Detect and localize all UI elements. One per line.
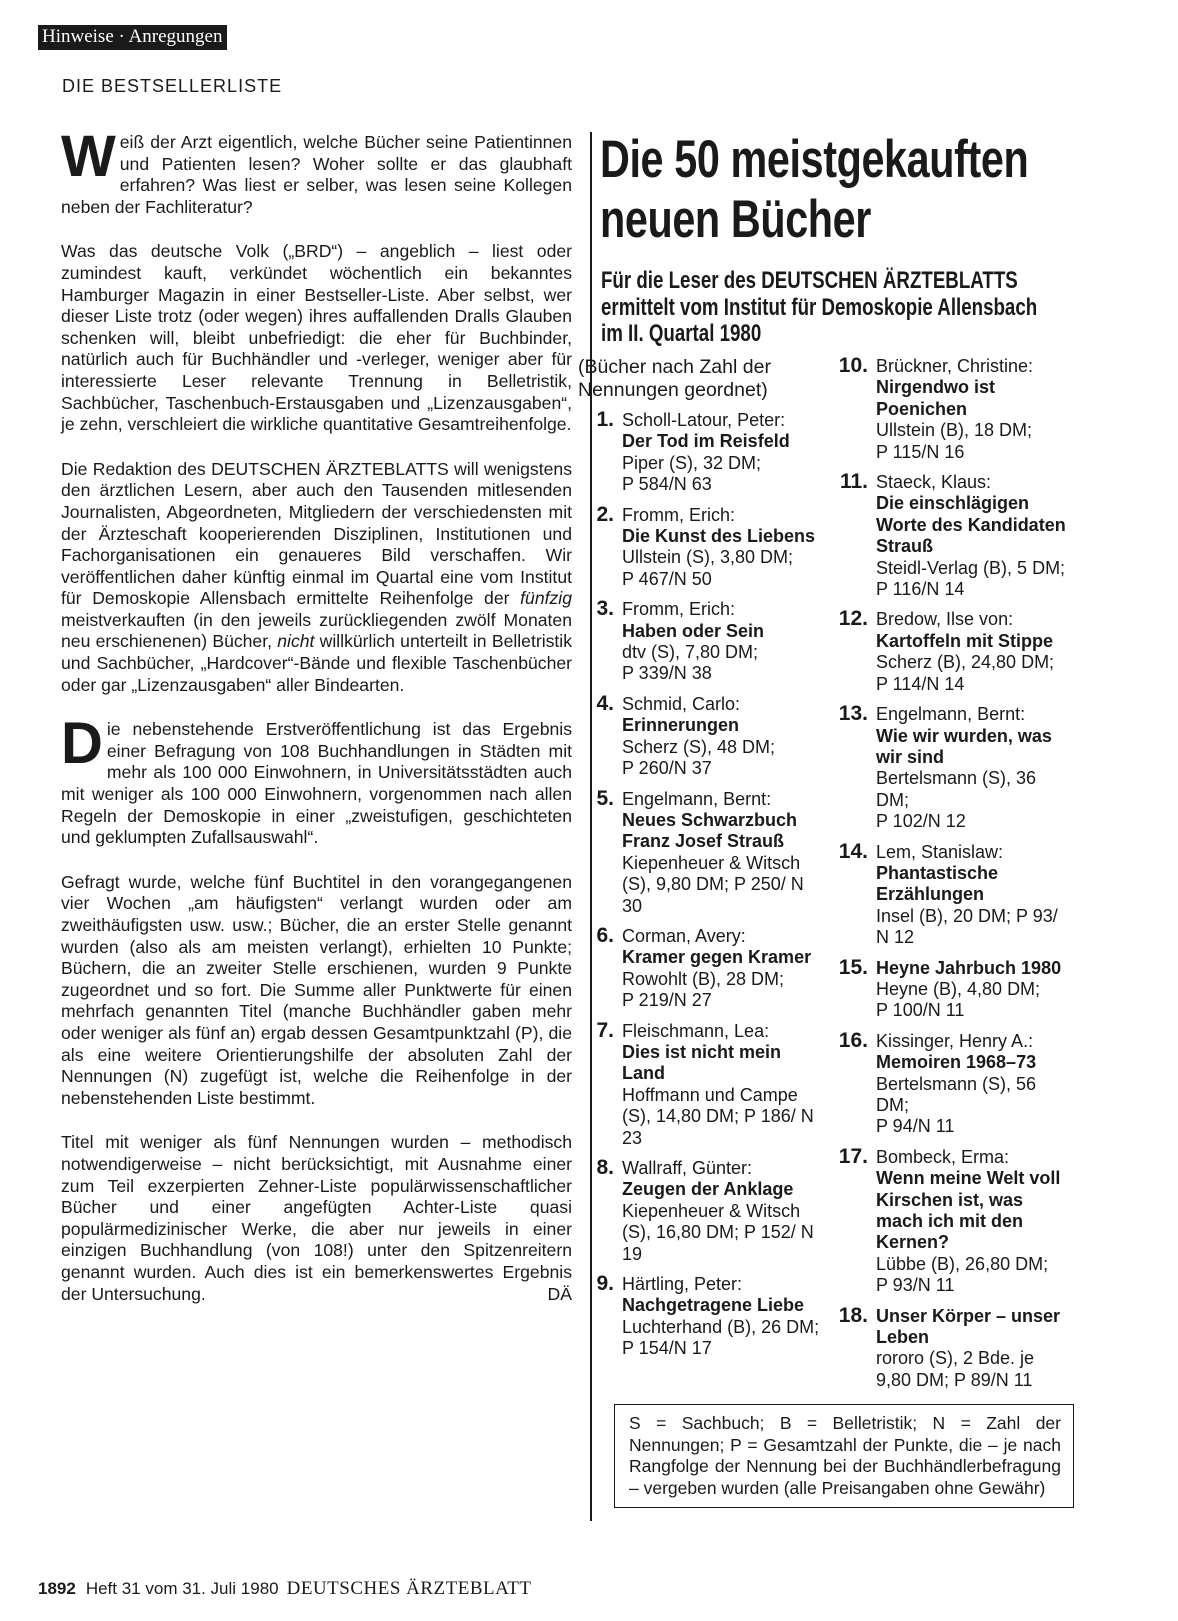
book-title: Haben oder Sein: [622, 620, 765, 641]
section-title: DIE BESTSELLERLISTE: [62, 76, 283, 96]
subheadline: [601, 268, 1100, 348]
book-author: Bombeck, Erma:: [876, 1146, 1010, 1167]
intro-paragraph-5: Gefragt wurde, welche fünf Buchtitel in den vorangegangenen vier Wochen „am häufigsten“ verlangt wurden oder am zweithäufigsten usw. usw.; Bücher, die an erster Stelle genannt wurden (also als am meisten verlangt), erhielten 10 Punkte; Büchern, die an zweiter Stelle erschienen, wurden 9 Punkte zugeordnet und so fort. Die Summe aller Punktwerte für einen mehrfach genannten Titel (manche Buchhändler gaben mehr oder weniger als fünf an) ergab dessen Gesamtpunktzahl (P), die als eine weitere Orientierungshilfe der absoluten Zahl der Nennungen (N) zugefügt ist, welche die Reihenfolge in der nebenstehenden Liste bestimmt.: [61, 871, 572, 1108]
book-points: P 114/N 14: [876, 673, 965, 694]
book-author: Härtling, Peter:: [622, 1274, 743, 1295]
book-entry: [832, 472, 1072, 600]
book-title: Wie wir wurden, was wir sind: [876, 725, 1052, 767]
dropcap: W: [61, 124, 116, 189]
intro-paragraph-6: [61, 1132, 572, 1305]
book-author: Brückner, Christine:: [876, 356, 1034, 376]
book-entry: [578, 1158, 820, 1265]
book-publisher-price: Steidl-Verlag (B), 5 DM;: [876, 557, 1066, 578]
intro-paragraph-4-text: ie nebenstehende Erstveröffentlichung ist das Ergebnis einer Befragung von 108 Buchhandlungen in Städten mit mehr als 100 000 Einwohnern, in Universitätsstädten auch mit weniger als 100 000 Einwohnern, vorgenommen nach allen Regeln der Demoskopie in einer „zweistufigen, geschichteten und geklumpten Zufallsauswahl“.: [61, 719, 572, 848]
book-author: Fromm, Erich:: [622, 599, 736, 620]
signature: DÄ: [547, 1283, 572, 1304]
book-entry: [578, 599, 820, 685]
book-publisher-price: Kiepenheuer & Witsch (S), 9,80 DM; P 250/ N 30: [622, 852, 804, 916]
book-title: Erinnerungen: [622, 715, 740, 736]
book-rank: 6.: [596, 923, 614, 947]
book-title: Phantastische Erzählungen: [876, 862, 999, 905]
book-rank: 10.: [838, 354, 868, 377]
section-tag: Hinweise · Anregungen: [38, 25, 227, 50]
book-publisher-price: Insel (B), 20 DM; P 93/ N 12: [876, 905, 1058, 948]
book-entry: [578, 502, 820, 591]
book-points: P 154/N 17: [622, 1338, 712, 1359]
book-publisher-price: Ullstein (S), 3,80 DM;: [622, 547, 794, 568]
book-title: Die einschlägigen Worte des Kandidaten Strauß: [876, 493, 1066, 557]
page-number: 1892: [38, 1579, 76, 1598]
headline-line-1: Die 50 meistgekauften: [600, 130, 1029, 189]
book-title: Nachgetragene Liebe: [622, 1295, 805, 1316]
book-publisher-price: Lübbe (B), 26,80 DM;: [876, 1253, 1049, 1274]
book-entry: [578, 691, 820, 780]
book-title: Kartoffeln mit Stippe: [876, 630, 1054, 651]
book-rank: 7.: [596, 1018, 614, 1042]
book-entry: [832, 1144, 1072, 1297]
book-rank: 17.: [838, 1144, 868, 1168]
book-rank: 12.: [838, 607, 868, 631]
book-title: Die Kunst des Liebens: [622, 526, 816, 547]
magazine-name: DEUTSCHES ÄRZTEBLATT: [286, 1578, 532, 1599]
subhead-line-1: Für die Leser des DEUTSCHEN ÄRZTEBLATTS: [601, 267, 1018, 294]
book-title: Wenn meine Welt voll Kirschen ist, was mach ich mit den Kernen?: [876, 1168, 1061, 1253]
book-entry: [832, 839, 1072, 949]
book-publisher-price: Hoffmann und Campe (S), 14,80 DM; P 186/ N 23: [622, 1084, 814, 1148]
book-entry: [578, 1018, 820, 1149]
book-publisher-price: Bertelsmann (S), 56 DM;: [876, 1073, 1037, 1115]
headline: [600, 130, 1029, 250]
book-author: Engelmann, Bernt:: [876, 704, 1026, 725]
book-author: Scholl-Latour, Peter:: [622, 410, 786, 430]
book-points: P 584/N 63: [622, 474, 712, 495]
book-entry: [832, 609, 1072, 695]
p3-part-a: Die Redaktion des DEUTSCHEN ÄRZTEBLATTS will wenigstens den ärztlichen Lesern, aber auch den Tausenden mitlesenden Journalisten, Abgeordneten, Mitgliedern der verschiedensten mit der Ärzteschaft kooperierenden Disziplinen, Institutionen und Fachorganisationen ein genaueres Bild verschaffen. Wir veröffentlichen daher künftig einmal im Quartal eine vom Institut für Demoskopie Allensbach ermittelte Reihenfolge der: [61, 458, 572, 609]
book-points: P 93/N 11: [876, 1275, 955, 1296]
book-points: P 467/N 50: [622, 568, 712, 589]
book-entry: [832, 1303, 1072, 1392]
book-entry: [832, 955, 1072, 1022]
book-points: P 94/N 11: [876, 1116, 955, 1137]
book-points: P 116/N 14: [876, 579, 965, 600]
book-rank: 3.: [596, 597, 614, 621]
book-entry: [832, 704, 1072, 832]
book-points: P 100/N 11: [876, 1000, 965, 1021]
intro-paragraph-4: [61, 711, 572, 849]
book-title: Unser Körper – unser Leben: [876, 1305, 1061, 1348]
book-entry: [832, 1028, 1072, 1138]
p3-emphasis-nicht: nicht: [277, 631, 315, 652]
book-points: P 260/N 37: [622, 758, 712, 779]
book-points: P 339/N 38: [622, 663, 712, 684]
book-publisher-price: Rowohlt (B), 28 DM;: [622, 968, 785, 989]
book-rank: 1.: [596, 408, 614, 431]
book-publisher-price: Ullstein (B), 18 DM;: [876, 420, 1033, 441]
book-entry: [578, 1274, 820, 1360]
book-author: Fromm, Erich:: [622, 504, 736, 525]
book-rank: 13.: [838, 702, 868, 726]
intro-article: [61, 124, 572, 1328]
book-title: Zeugen der Anklage: [622, 1179, 794, 1200]
sort-note: (Bücher nach Zahl der Nennungen geordnet): [578, 356, 771, 401]
book-rank: 8.: [596, 1156, 614, 1179]
book-publisher-price: Bertelsmann (S), 36 DM;: [876, 768, 1037, 810]
book-rank: 11.: [839, 470, 868, 494]
book-rank: 18.: [838, 1303, 868, 1327]
book-author: Wallraff, Günter:: [622, 1158, 753, 1178]
book-author: Schmid, Carlo:: [622, 693, 741, 714]
book-title: Memoiren 1968–73: [876, 1052, 1037, 1073]
book-title: Dies ist nicht mein Land: [622, 1041, 782, 1084]
book-rank: 9.: [596, 1272, 614, 1296]
dropcap-2: D: [61, 711, 103, 777]
book-publisher-price: Luchterhand (B), 26 DM;: [622, 1316, 820, 1337]
book-title: Kramer gegen Kramer: [622, 947, 812, 968]
book-author: Engelmann, Bernt:: [622, 788, 772, 809]
p3-part-c: willkürlich unterteilt in Belletristik und Sachbücher, „Hardcover“-Bände und flexible Taschenbücher oder gar „Lizenzausgaben“ aller Bindearten.: [61, 631, 572, 695]
legend-box: S = Sachbuch; B = Belletristik; N = Zahl der Nennungen; P = Gesamtzahl der Punkte, die – je nach Rangfolge der Nennung bei der Buchhändlerbefragung – vergeben wurden (alle Preisangaben ohne Gewähr): [614, 1404, 1074, 1508]
book-rank: 14.: [838, 839, 868, 863]
book-rank: 16.: [838, 1028, 868, 1052]
book-publisher-price: Heyne (B), 4,80 DM;: [876, 978, 1041, 999]
book-publisher-price: Piper (S), 32 DM;: [622, 452, 762, 473]
book-title: Nirgendwo ist Poenichen: [876, 377, 996, 419]
p3-emphasis-fuenfzig: fünfzig: [520, 588, 572, 609]
book-entry: [578, 786, 820, 917]
book-author: Staeck, Klaus:: [876, 472, 992, 493]
p3-part-b: meistverkauften (in den jeweils zurückliegenden zwölf Monaten neu erschienenen) Bücher,: [61, 609, 572, 652]
book-points: P 102/N 12: [876, 811, 966, 832]
book-points: P 115/N 16: [876, 441, 965, 462]
subhead-line-2: ermittelt vom Institut für Demoskopie Allensbach: [601, 293, 1038, 321]
intro-paragraph-1: [61, 124, 572, 218]
book-entry: [578, 923, 820, 1012]
book-publisher-price: Scherz (B), 24,80 DM;: [876, 652, 1055, 673]
page-footer: [38, 1578, 531, 1600]
book-rank: 2.: [596, 502, 614, 526]
intro-paragraph-6-text: Titel mit weniger als fünf Nennungen wurden – methodisch notwendigerweise – nicht berücksichtigt, mit Ausnahme einer zum Teil exzerpierten Zehner-Liste populärwissenschaftlicher Bücher und einer angefügten Achter-Liste quasi populärmedizinischer Werke, die aber nur jeweils in einer einzigen Buchhandlung (von 108!) unter den Spitzenreitern genannt wurden. Auch dies ist ein bemerkenswertes Ergebnis der Untersuchung.: [61, 1132, 572, 1304]
book-author: Corman, Avery:: [622, 925, 746, 946]
book-title: Neues Schwarzbuch Franz Josef Strauß: [622, 809, 798, 852]
book-author: Lem, Stanislaw:: [876, 841, 1004, 862]
book-rank: 4.: [596, 691, 614, 715]
intro-paragraph-2: Was das deutsche Volk („BRD“) – angeblich – liest oder zumindest kauft, verkündet wöchentlich ein bekanntes Hamburger Magazin in einer Bestseller-Liste. Aber selbst, wer dieser Liste trotz (oder wegen) ihres auffallenden Dralls Glauben schenken will, bleibt unbefriedigt: die eher für Buchbinder, natürlich auch für Buchhändler und -verleger, weniger aber für interessierte Leser relevante Trennung in Belletristik, Sachbücher, Taschenbuch-Erstausgaben und „Lizenzausgaben“, je zehn, verschleiert die wirkliche quantitative Gesamtreihenfolge.: [61, 241, 572, 435]
issue-info: Heft 31 vom 31. Juli 1980: [85, 1579, 279, 1598]
book-entry: [832, 356, 1072, 463]
book-title: Der Tod im Reisfeld: [622, 431, 790, 452]
book-author: Bredow, Ilse von:: [876, 609, 1014, 630]
book-publisher-price: Kiepenheuer & Witsch (S), 16,80 DM; P 152/ N 19: [622, 1200, 814, 1264]
book-publisher-price: Scherz (S), 48 DM;: [622, 736, 776, 757]
book-rank: 5.: [596, 786, 614, 810]
book-points: P 219/N 27: [622, 990, 712, 1011]
book-author: Kissinger, Henry A.:: [876, 1030, 1034, 1051]
bestseller-list-column-1: [578, 356, 820, 1369]
book-entry: [578, 410, 820, 496]
book-publisher-price: dtv (S), 7,80 DM;: [622, 642, 759, 663]
intro-paragraph-1-text: eiß der Arzt eigentlich, welche Bücher seine Patientinnen und Patienten lesen? Woher sollte er das glaubhaft erfahren? Was liest er selber, was lesen seine Kollegen neben der Fachliteratur?: [61, 132, 572, 217]
subhead-line-3: im II. Quartal 1980: [601, 320, 762, 347]
headline-line-2: neuen Bücher: [600, 190, 871, 249]
book-rank: 15.: [838, 955, 868, 979]
book-publisher-price: rororo (S), 2 Bde. je 9,80 DM; P 89/N 11: [876, 1348, 1035, 1390]
book-author: Fleischmann, Lea:: [622, 1020, 770, 1041]
book-title: Heyne Jahrbuch 1980: [876, 957, 1062, 978]
intro-paragraph-3: [61, 459, 572, 697]
bestseller-list-column-2: [832, 356, 1072, 1400]
